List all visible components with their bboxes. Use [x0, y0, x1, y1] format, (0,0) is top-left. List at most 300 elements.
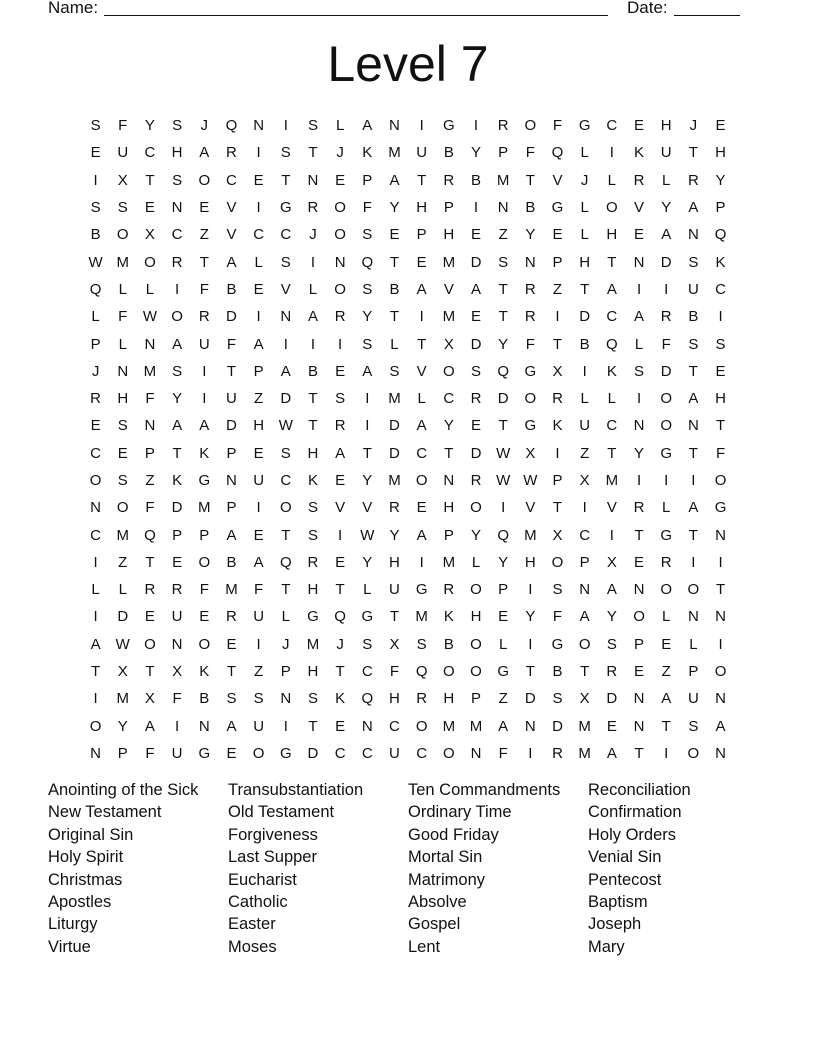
grid-letter[interactable]: I [636, 390, 642, 408]
grid-letter[interactable]: A [416, 417, 427, 435]
grid-letter[interactable]: I [310, 253, 316, 271]
grid-letter[interactable]: V [552, 171, 563, 189]
grid-letter[interactable]: O [279, 499, 292, 517]
grid-letter[interactable]: I [283, 717, 288, 735]
grid-letter[interactable]: L [118, 335, 127, 353]
grid-letter[interactable]: W [278, 417, 293, 435]
grid-letter[interactable]: L [634, 335, 644, 353]
grid-letter[interactable]: E [144, 199, 155, 217]
grid-letter[interactable]: S [117, 199, 128, 217]
grid-letter[interactable]: H [606, 226, 618, 244]
grid-letter[interactable]: T [145, 171, 155, 189]
grid-letter[interactable]: H [389, 690, 400, 708]
grid-letter[interactable]: R [389, 499, 400, 517]
grid-letter[interactable]: O [470, 499, 482, 517]
grid-letter[interactable]: O [198, 171, 211, 189]
grid-letter[interactable]: L [580, 199, 589, 217]
grid-letter[interactable]: N [633, 717, 645, 735]
grid-letter[interactable]: E [144, 608, 155, 626]
grid-letter[interactable]: A [606, 744, 617, 762]
grid-letter[interactable]: T [335, 581, 345, 599]
grid-letter[interactable]: T [145, 663, 155, 681]
grid-letter[interactable]: M [496, 171, 510, 189]
grid-letter[interactable]: Y [470, 526, 481, 544]
grid-letter[interactable]: O [334, 199, 346, 217]
grid-letter[interactable]: D [171, 499, 183, 517]
grid-letter[interactable]: N [687, 226, 699, 244]
grid-letter[interactable]: G [578, 117, 591, 135]
grid-letter[interactable]: O [687, 581, 700, 599]
grid-letter[interactable]: T [308, 390, 318, 408]
grid-letter[interactable]: I [256, 635, 261, 653]
grid-letter[interactable]: N [280, 690, 292, 708]
grid-letter[interactable]: E [661, 635, 672, 653]
grid-letter[interactable]: P [280, 663, 291, 681]
grid-letter[interactable]: T [634, 526, 644, 544]
grid-letter[interactable]: U [660, 144, 672, 162]
grid-letter[interactable]: P [226, 444, 237, 462]
grid-letter[interactable]: E [498, 608, 509, 626]
grid-letter[interactable]: C [90, 526, 101, 544]
grid-letter[interactable]: I [175, 717, 180, 735]
grid-letter[interactable]: K [335, 690, 346, 708]
grid-letter[interactable]: K [443, 608, 454, 626]
grid-letter[interactable]: I [256, 144, 261, 162]
grid-letter[interactable]: E [470, 417, 481, 435]
grid-letter[interactable]: O [334, 280, 346, 298]
grid-letter[interactable]: Z [498, 690, 508, 708]
grid-letter[interactable]: X [172, 663, 183, 681]
grid-letter[interactable]: O [551, 553, 564, 571]
grid-letter[interactable]: A [307, 308, 318, 326]
grid-letter[interactable]: G [198, 472, 211, 489]
grid-letter[interactable]: G [551, 199, 564, 217]
grid-letter[interactable]: M [524, 526, 537, 544]
grid-letter[interactable]: N [198, 717, 210, 735]
grid-letter[interactable]: O [470, 663, 482, 681]
grid-letter[interactable]: B [389, 280, 400, 298]
grid-letter[interactable]: L [580, 144, 589, 162]
grid-letter[interactable]: C [144, 144, 156, 162]
grid-letter[interactable]: N [226, 472, 237, 489]
grid-letter[interactable]: T [525, 171, 535, 189]
grid-letter[interactable]: S [117, 417, 128, 435]
grid-letter[interactable]: S [90, 199, 101, 217]
grid-letter[interactable]: V [226, 199, 237, 217]
grid-letter[interactable]: B [552, 663, 563, 681]
grid-letter[interactable]: D [470, 335, 482, 353]
grid-letter[interactable]: L [662, 171, 671, 189]
grid-letter[interactable]: T [308, 717, 318, 735]
grid-letter[interactable]: D [470, 253, 482, 271]
grid-letter[interactable]: P [579, 553, 590, 571]
grid-letter[interactable]: B [226, 280, 237, 298]
grid-letter[interactable]: O [524, 117, 537, 135]
grid-letter[interactable]: P [715, 199, 726, 217]
grid-letter[interactable]: A [634, 308, 645, 326]
grid-letter[interactable]: U [579, 417, 591, 435]
grid-letter[interactable]: I [365, 417, 370, 435]
grid-letter[interactable]: X [552, 526, 563, 544]
grid-letter[interactable]: F [254, 581, 264, 599]
grid-letter[interactable]: H [470, 608, 482, 626]
grid-letter[interactable]: F [226, 335, 237, 353]
grid-letter[interactable]: A [362, 362, 373, 380]
grid-letter[interactable]: P [498, 144, 509, 162]
grid-letter[interactable]: N [144, 335, 156, 353]
grid-letter[interactable]: E [634, 117, 645, 135]
grid-letter[interactable]: A [172, 417, 183, 435]
grid-letter[interactable]: T [661, 717, 671, 735]
grid-letter[interactable]: P [443, 526, 454, 544]
grid-letter[interactable]: U [171, 744, 183, 762]
grid-letter[interactable]: E [117, 444, 128, 462]
grid-letter[interactable]: K [362, 144, 373, 162]
grid-letter[interactable]: I [473, 199, 479, 217]
grid-letter[interactable]: P [470, 690, 481, 708]
grid-letter[interactable]: L [417, 390, 426, 408]
grid-letter[interactable]: I [528, 581, 533, 599]
grid-letter[interactable]: M [116, 690, 129, 708]
grid-letter[interactable]: H [117, 390, 129, 408]
grid-letter[interactable]: E [634, 663, 645, 681]
grid-letter[interactable]: G [714, 499, 727, 517]
grid-letter[interactable]: N [633, 581, 645, 599]
grid-letter[interactable]: N [524, 717, 536, 735]
grid-letter[interactable]: D [117, 608, 129, 626]
grid-letter[interactable]: M [578, 717, 591, 735]
grid-letter[interactable]: T [607, 253, 617, 271]
grid-letter[interactable]: J [336, 144, 344, 162]
grid-letter[interactable]: P [634, 635, 645, 653]
grid-letter[interactable]: N [633, 253, 645, 271]
grid-letter[interactable]: S [280, 444, 291, 462]
grid-letter[interactable]: Z [580, 444, 590, 462]
grid-letter[interactable]: P [552, 253, 563, 271]
grid-letter[interactable]: E [253, 280, 264, 298]
grid-letter[interactable]: W [115, 635, 130, 653]
grid-letter[interactable]: V [525, 499, 536, 517]
grid-letter[interactable]: E [335, 171, 346, 189]
grid-letter[interactable]: S [362, 226, 373, 244]
grid-letter[interactable]: P [688, 663, 699, 681]
grid-letter[interactable]: I [419, 117, 424, 135]
grid-letter[interactable]: F [525, 144, 535, 162]
grid-letter[interactable]: S [634, 362, 645, 380]
grid-letter[interactable]: C [361, 744, 373, 762]
grid-letter[interactable]: T [417, 171, 427, 189]
grid-letter[interactable]: E [470, 226, 481, 244]
grid-letter[interactable]: T [552, 335, 563, 353]
grid-letter[interactable]: D [389, 417, 400, 435]
grid-letter[interactable]: K [715, 253, 726, 271]
grid-letter[interactable]: N [334, 253, 346, 271]
grid-letter[interactable]: Y [498, 553, 509, 571]
grid-letter[interactable]: F [118, 308, 128, 326]
grid-letter[interactable]: R [334, 417, 346, 435]
grid-letter[interactable]: T [552, 499, 563, 517]
grid-letter[interactable]: I [93, 608, 98, 626]
grid-letter[interactable]: J [580, 171, 589, 189]
grid-letter[interactable]: O [687, 744, 700, 762]
grid-letter[interactable]: I [691, 472, 696, 489]
grid-letter[interactable]: R [90, 390, 101, 408]
grid-letter[interactable]: N [117, 362, 129, 380]
grid-letter[interactable]: E [253, 171, 264, 189]
grid-letter[interactable]: R [307, 553, 319, 571]
grid-letter[interactable]: Y [144, 117, 155, 135]
grid-letter[interactable]: K [199, 663, 210, 681]
grid-letter[interactable]: S [498, 253, 509, 271]
grid-letter[interactable]: L [498, 635, 508, 653]
grid-letter[interactable]: T [580, 280, 590, 298]
grid-letter[interactable]: P [498, 581, 509, 599]
grid-letter[interactable]: L [580, 390, 589, 408]
grid-letter[interactable]: F [498, 744, 508, 762]
grid-letter[interactable]: O [171, 308, 183, 326]
grid-letter[interactable]: S [172, 117, 183, 135]
grid-letter[interactable]: L [91, 308, 100, 326]
grid-letter[interactable]: A [199, 144, 210, 162]
grid-letter[interactable]: O [578, 635, 591, 653]
grid-letter[interactable]: H [171, 144, 183, 162]
grid-letter[interactable]: F [362, 199, 372, 217]
grid-letter[interactable]: I [256, 308, 261, 326]
grid-letter[interactable]: Z [145, 472, 155, 489]
grid-letter[interactable]: S [416, 635, 427, 653]
grid-letter[interactable]: F [715, 444, 726, 462]
grid-letter[interactable]: J [282, 635, 290, 653]
grid-letter[interactable]: N [280, 308, 292, 326]
grid-letter[interactable]: T [226, 663, 237, 681]
grid-letter[interactable]: K [307, 472, 318, 489]
grid-letter[interactable]: R [524, 308, 536, 326]
grid-letter[interactable]: T [145, 553, 155, 571]
grid-letter[interactable]: O [415, 717, 428, 735]
grid-letter[interactable]: J [309, 226, 317, 244]
grid-letter[interactable]: R [416, 690, 428, 708]
grid-letter[interactable]: I [93, 553, 98, 571]
grid-letter[interactable]: Q [144, 526, 156, 544]
grid-letter[interactable]: A [661, 690, 672, 708]
grid-letter[interactable]: O [442, 362, 455, 380]
grid-letter[interactable]: G [307, 608, 319, 626]
grid-letter[interactable]: L [607, 171, 617, 189]
grid-letter[interactable]: Y [117, 717, 128, 735]
grid-letter[interactable]: S [117, 472, 128, 489]
grid-letter[interactable]: E [634, 226, 645, 244]
grid-letter[interactable]: X [443, 335, 454, 353]
grid-letter[interactable]: G [279, 199, 292, 217]
grid-letter[interactable]: A [362, 117, 373, 135]
grid-letter[interactable]: I [338, 526, 343, 544]
grid-letter[interactable]: K [199, 444, 210, 462]
grid-letter[interactable]: E [226, 635, 237, 653]
grid-letter[interactable]: O [714, 663, 727, 681]
grid-letter[interactable]: Y [661, 199, 672, 217]
grid-letter[interactable]: D [280, 390, 292, 408]
grid-letter[interactable]: T [417, 335, 427, 353]
grid-letter[interactable]: N [361, 717, 373, 735]
grid-letter[interactable]: O [116, 499, 129, 517]
grid-letter[interactable]: I [310, 335, 316, 353]
grid-letter[interactable]: F [525, 335, 535, 353]
grid-letter[interactable]: Z [498, 226, 508, 244]
grid-letter[interactable]: H [715, 390, 726, 408]
grid-letter[interactable]: N [389, 117, 400, 135]
grid-letter[interactable]: I [664, 472, 669, 489]
grid-letter[interactable]: X [579, 472, 590, 489]
grid-letter[interactable]: B [688, 308, 699, 326]
grid-letter[interactable]: Y [362, 308, 373, 326]
grid-letter[interactable]: W [88, 253, 103, 271]
grid-letter[interactable]: T [389, 608, 400, 626]
grid-letter[interactable]: I [718, 308, 723, 326]
grid-letter[interactable]: T [281, 171, 291, 189]
grid-letter[interactable]: A [280, 362, 291, 380]
grid-letter[interactable]: I [93, 171, 98, 189]
grid-letter[interactable]: I [202, 362, 207, 380]
grid-letter[interactable]: R [226, 144, 237, 162]
grid-letter[interactable]: L [281, 608, 290, 626]
grid-letter[interactable]: D [226, 417, 237, 435]
grid-letter[interactable]: X [579, 690, 590, 708]
grid-letter[interactable]: F [118, 117, 128, 135]
grid-letter[interactable]: A [416, 526, 427, 544]
grid-letter[interactable]: G [551, 635, 564, 653]
grid-letter[interactable]: D [660, 362, 672, 380]
grid-letter[interactable]: H [389, 553, 400, 571]
grid-letter[interactable]: D [524, 690, 536, 708]
grid-letter[interactable]: I [175, 280, 180, 298]
grid-letter[interactable]: I [609, 526, 614, 544]
grid-letter[interactable]: P [226, 499, 237, 517]
grid-letter[interactable]: I [283, 117, 288, 135]
grid-letter[interactable]: V [443, 280, 454, 298]
grid-letter[interactable]: A [226, 717, 237, 735]
grid-letter[interactable]: I [256, 199, 261, 217]
grid-letter[interactable]: D [660, 253, 672, 271]
grid-letter[interactable]: C [361, 663, 373, 681]
grid-letter[interactable]: N [687, 417, 699, 435]
grid-letter[interactable]: N [171, 635, 183, 653]
grid-letter[interactable]: A [606, 280, 617, 298]
grid-letter[interactable]: T [389, 308, 400, 326]
grid-letter[interactable]: F [661, 335, 671, 353]
grid-letter[interactable]: M [225, 581, 238, 599]
grid-letter[interactable]: M [388, 390, 401, 408]
grid-letter[interactable]: U [389, 581, 400, 599]
grid-letter[interactable]: P [253, 362, 264, 380]
grid-letter[interactable]: Y [715, 171, 726, 189]
grid-letter[interactable]: N [443, 472, 455, 489]
grid-letter[interactable]: I [664, 280, 669, 298]
grid-letter[interactable]: A [688, 390, 699, 408]
grid-letter[interactable]: R [660, 308, 672, 326]
grid-letter[interactable]: F [199, 581, 209, 599]
grid-letter[interactable]: D [470, 444, 482, 462]
grid-letter[interactable]: N [497, 199, 509, 217]
grid-letter[interactable]: G [415, 581, 428, 599]
grid-letter[interactable]: P [117, 744, 128, 762]
grid-letter[interactable]: R [497, 117, 509, 135]
grid-letter[interactable]: Y [498, 335, 509, 353]
grid-letter[interactable]: A [498, 717, 509, 735]
grid-letter[interactable]: X [117, 171, 128, 189]
grid-letter[interactable]: O [198, 635, 211, 653]
grid-letter[interactable]: I [582, 362, 587, 380]
grid-letter[interactable]: R [552, 744, 563, 762]
grid-letter[interactable]: M [388, 144, 401, 162]
grid-letter[interactable]: Q [551, 144, 564, 162]
grid-letter[interactable]: V [280, 280, 291, 298]
grid-letter[interactable]: F [172, 690, 182, 708]
grid-letter[interactable]: T [389, 253, 400, 271]
grid-letter[interactable]: A [606, 581, 617, 599]
grid-letter[interactable]: T [172, 444, 182, 462]
grid-letter[interactable]: E [715, 362, 726, 380]
grid-letter[interactable]: S [552, 581, 563, 599]
grid-letter[interactable]: E [715, 117, 726, 135]
grid-letter[interactable]: N [171, 199, 183, 217]
grid-letter[interactable]: R [633, 499, 645, 517]
grid-letter[interactable]: C [280, 472, 292, 489]
grid-letter[interactable]: H [443, 226, 455, 244]
grid-letter[interactable]: G [660, 526, 673, 544]
grid-letter[interactable]: T [498, 417, 508, 435]
grid-letter[interactable]: H [416, 199, 428, 217]
grid-letter[interactable]: E [335, 362, 346, 380]
grid-letter[interactable]: U [687, 690, 699, 708]
grid-letter[interactable]: R [470, 390, 482, 408]
grid-letter[interactable]: R [198, 308, 210, 326]
grid-letter[interactable]: P [362, 171, 373, 189]
grid-letter[interactable]: N [715, 526, 726, 544]
grid-letter[interactable]: G [361, 608, 374, 626]
grid-letter[interactable]: W [496, 444, 511, 462]
grid-letter[interactable]: Z [661, 663, 671, 681]
grid-letter[interactable]: Y [389, 526, 400, 544]
grid-letter[interactable]: Y [389, 199, 400, 217]
grid-letter[interactable]: N [715, 690, 726, 708]
grid-letter[interactable]: M [469, 717, 483, 735]
grid-letter[interactable]: N [90, 744, 101, 762]
grid-letter[interactable]: U [171, 608, 183, 626]
grid-letter[interactable]: T [525, 663, 535, 681]
grid-letter[interactable]: G [524, 417, 537, 435]
grid-letter[interactable]: B [579, 335, 590, 353]
grid-letter[interactable]: Q [361, 253, 374, 271]
grid-letter[interactable]: T [498, 308, 508, 326]
grid-letter[interactable]: O [252, 744, 265, 762]
grid-letter[interactable]: W [142, 308, 158, 326]
grid-letter[interactable]: X [144, 226, 155, 244]
grid-letter[interactable]: T [688, 362, 698, 380]
grid-letter[interactable]: S [307, 690, 318, 708]
grid-letter[interactable]: S [335, 390, 346, 408]
grid-letter[interactable]: S [715, 335, 726, 353]
grid-letter[interactable]: L [91, 581, 100, 599]
grid-letter[interactable]: E [552, 226, 563, 244]
grid-letter[interactable]: I [338, 335, 343, 353]
grid-letter[interactable]: U [226, 390, 237, 408]
grid-letter[interactable]: G [198, 744, 211, 762]
grid-letter[interactable]: S [280, 253, 291, 271]
grid-letter[interactable]: I [202, 390, 207, 408]
grid-letter[interactable]: K [172, 472, 183, 489]
grid-letter[interactable]: O [714, 472, 727, 489]
grid-letter[interactable]: M [306, 635, 320, 653]
